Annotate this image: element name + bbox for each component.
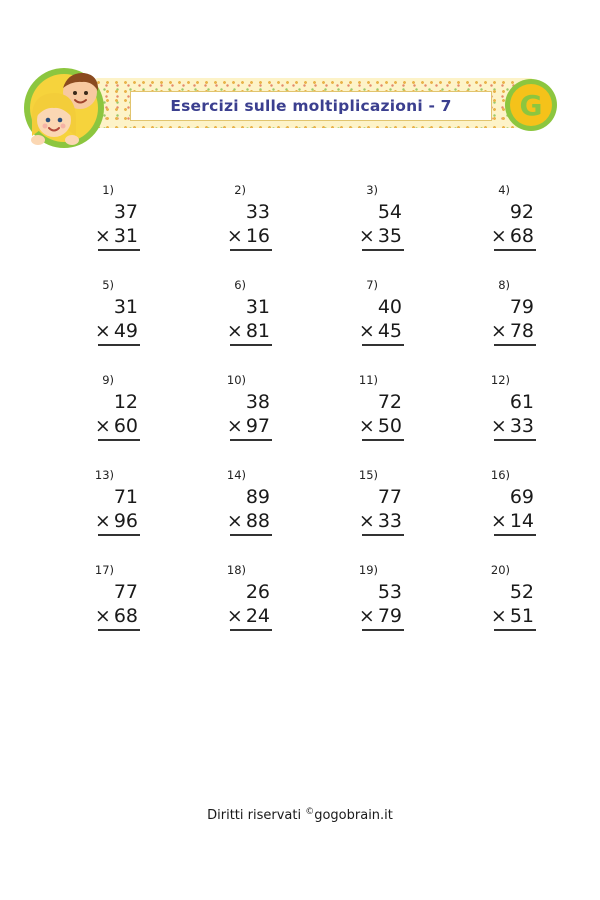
first-factor: 77 (377, 486, 402, 508)
multiplication-problem (454, 275, 586, 370)
times-sign: × (358, 415, 375, 437)
first-factor: 71 (113, 486, 138, 508)
multiplier-row (95, 320, 138, 342)
answer-line (98, 439, 140, 441)
answer-line (362, 534, 404, 536)
multiplication-problem (58, 180, 190, 275)
multiplier-row (227, 225, 270, 247)
multiplier-row (95, 605, 138, 627)
footer-rights-text: Diritti riservati (207, 808, 302, 823)
problem-number: 6) (234, 278, 246, 292)
problem-number: 15) (358, 468, 378, 482)
second-factor: 79 (377, 605, 402, 627)
problem-number: 13) (94, 468, 114, 482)
times-sign: × (490, 415, 507, 437)
multiplication-problem (322, 275, 454, 370)
times-sign: × (226, 605, 243, 627)
second-factor: 97 (245, 415, 270, 437)
multiplier-row (491, 415, 534, 437)
title-box (130, 91, 492, 121)
problem-number: 18) (226, 563, 246, 577)
multiplication-problem (190, 180, 322, 275)
times-sign: × (490, 510, 507, 532)
multiplier-row (227, 320, 270, 342)
second-factor: 68 (113, 605, 138, 627)
problems-grid (58, 180, 586, 655)
multiplication-problem (454, 465, 586, 560)
first-factor: 72 (377, 391, 402, 413)
answer-line (494, 629, 536, 631)
times-sign: × (226, 320, 243, 342)
answer-line (362, 249, 404, 251)
first-factor: 89 (245, 486, 270, 508)
times-sign: × (358, 225, 375, 247)
multiplication-problem (58, 465, 190, 560)
first-factor: 31 (113, 296, 138, 318)
problem-number: 10) (226, 373, 246, 387)
first-factor: 92 (509, 201, 534, 223)
problem-number: 1) (102, 183, 114, 197)
multiplier-row (359, 415, 402, 437)
second-factor: 51 (509, 605, 534, 627)
problem-number: 9) (102, 373, 114, 387)
problem-number: 19) (358, 563, 378, 577)
multiplication-problem (322, 180, 454, 275)
second-factor: 31 (113, 225, 138, 247)
multiplication-problem (58, 275, 190, 370)
footer-site: gogobrain.it (314, 808, 393, 823)
answer-line (362, 629, 404, 631)
problem-number: 12) (490, 373, 510, 387)
second-factor: 50 (377, 415, 402, 437)
times-sign: × (94, 605, 111, 627)
answer-line (230, 344, 272, 346)
answer-line (230, 534, 272, 536)
problem-number: 11) (358, 373, 378, 387)
answer-line (98, 249, 140, 251)
first-factor: 33 (245, 201, 270, 223)
multiplication-problem (190, 275, 322, 370)
answer-line (362, 344, 404, 346)
problem-number: 5) (102, 278, 114, 292)
times-sign: × (490, 605, 507, 627)
answer-line (98, 534, 140, 536)
children-faces-icon (24, 64, 120, 154)
first-factor: 61 (509, 391, 534, 413)
first-factor: 53 (377, 581, 402, 603)
answer-line (98, 629, 140, 631)
multiplier-row (95, 225, 138, 247)
multiplier-row (227, 605, 270, 627)
answer-line (230, 629, 272, 631)
multiplication-problem (190, 465, 322, 560)
second-factor: 68 (509, 225, 534, 247)
first-factor: 40 (377, 296, 402, 318)
second-factor: 96 (113, 510, 138, 532)
second-factor: 35 (377, 225, 402, 247)
multiplication-problem (322, 465, 454, 560)
second-factor: 81 (245, 320, 270, 342)
second-factor: 60 (113, 415, 138, 437)
multiplier-row (227, 415, 270, 437)
multiplication-problem (190, 370, 322, 465)
worksheet-header (24, 64, 564, 154)
first-factor: 26 (245, 581, 270, 603)
answer-line (362, 439, 404, 441)
second-factor: 78 (509, 320, 534, 342)
second-factor: 49 (113, 320, 138, 342)
logo-letter: G (519, 89, 543, 122)
multiplication-problem (58, 560, 190, 655)
answer-line (230, 439, 272, 441)
multiplier-row (359, 510, 402, 532)
problem-number: 16) (490, 468, 510, 482)
multiplication-problem (190, 560, 322, 655)
first-factor: 37 (113, 201, 138, 223)
multiplier-row (227, 510, 270, 532)
problem-number: 4) (498, 183, 510, 197)
problem-number: 20) (490, 563, 510, 577)
times-sign: × (94, 510, 111, 532)
times-sign: × (94, 225, 111, 247)
times-sign: × (490, 225, 507, 247)
times-sign: × (94, 320, 111, 342)
times-sign: × (490, 320, 507, 342)
first-factor: 79 (509, 296, 534, 318)
times-sign: × (358, 320, 375, 342)
problem-number: 14) (226, 468, 246, 482)
second-factor: 14 (509, 510, 534, 532)
multiplier-row (359, 320, 402, 342)
multiplier-row (491, 605, 534, 627)
problem-number: 3) (366, 183, 378, 197)
multiplication-problem (454, 560, 586, 655)
multiplier-row (95, 415, 138, 437)
answer-line (494, 249, 536, 251)
first-factor: 12 (113, 391, 138, 413)
second-factor: 16 (245, 225, 270, 247)
answer-line (494, 439, 536, 441)
times-sign: × (226, 225, 243, 247)
second-factor: 33 (509, 415, 534, 437)
times-sign: × (226, 510, 243, 532)
times-sign: × (358, 510, 375, 532)
problem-number: 7) (366, 278, 378, 292)
times-sign: × (94, 415, 111, 437)
page-title: Esercizi sulle moltiplicazioni - 7 (170, 97, 452, 115)
problem-number: 17) (94, 563, 114, 577)
answer-line (230, 249, 272, 251)
footer (0, 808, 600, 823)
multiplier-row (359, 225, 402, 247)
problem-number: 2) (234, 183, 246, 197)
first-factor: 54 (377, 201, 402, 223)
multiplication-problem (58, 370, 190, 465)
multiplier-row (491, 510, 534, 532)
multiplication-problem (322, 370, 454, 465)
multiplier-row (491, 225, 534, 247)
problem-number: 8) (498, 278, 510, 292)
multiplication-problem (454, 370, 586, 465)
first-factor: 77 (113, 581, 138, 603)
copyright-symbol: © (305, 807, 315, 817)
first-factor: 38 (245, 391, 270, 413)
times-sign: × (358, 605, 375, 627)
second-factor: 88 (245, 510, 270, 532)
second-factor: 33 (377, 510, 402, 532)
first-factor: 52 (509, 581, 534, 603)
answer-line (494, 344, 536, 346)
times-sign: × (226, 415, 243, 437)
first-factor: 31 (245, 296, 270, 318)
second-factor: 24 (245, 605, 270, 627)
gogobrain-g-logo-icon (504, 78, 558, 132)
multiplier-row (359, 605, 402, 627)
multiplier-row (491, 320, 534, 342)
multiplication-problem (322, 560, 454, 655)
first-factor: 69 (509, 486, 534, 508)
answer-line (98, 344, 140, 346)
answer-line (494, 534, 536, 536)
multiplication-problem (454, 180, 586, 275)
multiplier-row (95, 510, 138, 532)
second-factor: 45 (377, 320, 402, 342)
